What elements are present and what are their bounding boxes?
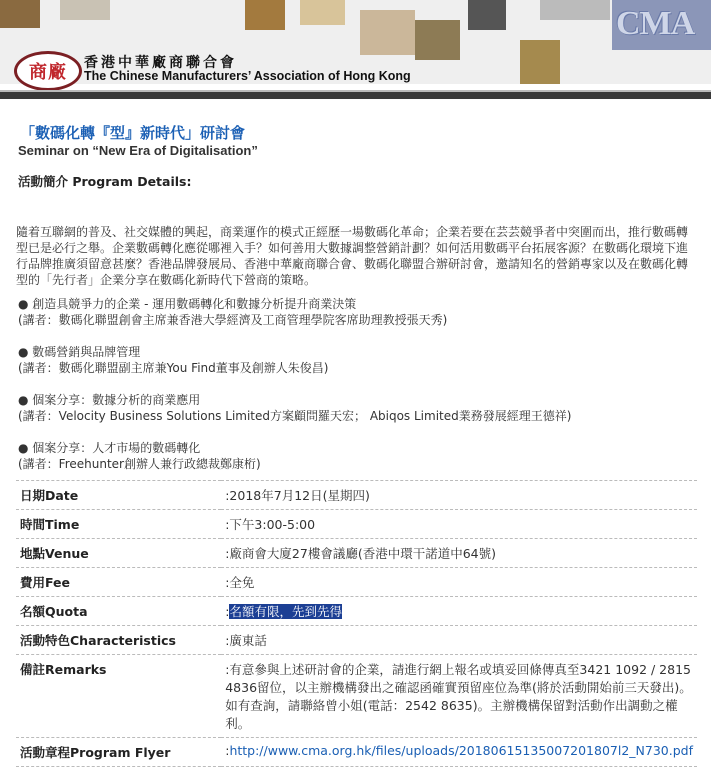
topic-title: ● 數碼營銷與品牌管理 [18, 345, 141, 359]
seminar-title-en: Seminar on “New Era of Digitalisation” [18, 143, 258, 158]
org-name-cn: 香港中華廠商聯合會 [84, 55, 237, 71]
selected-text[interactable]: 名額有限，先到先得 [229, 604, 342, 619]
table-row [16, 738, 697, 767]
program-details-heading: 活動簡介 Program Details: [18, 174, 192, 189]
detail-label: 地點Venue [16, 539, 221, 568]
table-row [16, 568, 697, 597]
detail-label: 費用Fee [16, 568, 221, 597]
list-item [18, 296, 697, 328]
program-intro: 隨着互聯網的普及、社交媒體的興起，商業運作的模式正經歷一場數碼化革命；企業若要在芸芸競爭者中突圍而出，推行數碼轉型已是必行之舉。企業數碼轉化應從哪裡入手？如何善用大數據調整營銷計劃？如何活用數碼平台拓展客源？在數碼化環境下進行品牌推廣須留意甚麼？香港品牌發展局、香港中華廠商聯合會、數碼化聯盟合辦研討會，邀請知名的營銷專家以及在數碼化轉型的「先行者」企業分享在數碼化新時代下營商的策略。 [16, 225, 689, 287]
table-row [16, 597, 697, 626]
detail-value: :有意參與上述研討會的企業，請進行網上報名或填妥回條傳真至3421 1092 / 2815 4836留位，以主辦機構發出之確認函確實預留座位為準(將於活動開始前三天發出)。如有查詢，請聯絡曾小姐(電話：2542 8635)。主辦機構保留對活動作出調動之權利。 [221, 655, 697, 738]
detail-label: 日期Date [16, 481, 221, 510]
table-row [16, 655, 697, 738]
list-item [18, 392, 697, 424]
detail-colon: : [225, 743, 230, 758]
table-row [16, 481, 697, 510]
list-item [18, 344, 697, 376]
flyer-link[interactable]: http://www.cma.org.hk/files/uploads/20180615135007201807l2_N730.pdf [229, 743, 693, 758]
main-content [0, 122, 711, 767]
cma-wordmark: CMA [616, 5, 695, 42]
table-row [16, 539, 697, 568]
header-divider [0, 90, 711, 99]
detail-value [221, 738, 697, 767]
detail-label: 備註Remarks [16, 655, 221, 738]
site-header [0, 0, 711, 90]
seminar-title-cn: 「數碼化轉『型』新時代」研討會 [20, 124, 246, 142]
topic-title: ● 個案分享：數據分析的商業應用 [18, 393, 201, 407]
list-item [18, 440, 697, 472]
detail-value: :全免 [221, 568, 697, 597]
topic-speaker: (講者：Velocity Business Solutions Limited方案顧問羅天宏； Abiqos Limited業務發展經理王德祥) [18, 409, 572, 423]
event-details-table [16, 480, 697, 767]
topic-speaker: (講者：數碼化聯盟創會主席兼香港大學經濟及工商管理學院客席助理教授張天秀) [18, 313, 448, 327]
topic-title: ● 創造具競爭力的企業 - 運用數碼轉化和數據分析提升商業決策 [18, 297, 357, 311]
topic-speaker: (講者：數碼化聯盟副主席兼You Find董事及創辦人朱俊昌) [18, 361, 329, 375]
detail-value: :廣東話 [221, 626, 697, 655]
detail-value [221, 597, 697, 626]
detail-value: :下午3:00-5:00 [221, 510, 697, 539]
topic-speaker: (講者：Freehunter創辦人兼行政總裁鄭康桁) [18, 457, 261, 471]
topic-list [16, 296, 697, 472]
topic-title: ● 個案分享：人才市場的數碼轉化 [18, 441, 201, 455]
detail-colon: : [225, 604, 230, 619]
detail-label: 活動章程Program Flyer [16, 738, 221, 767]
detail-value: :廠商會大廈27樓會議廳(香港中環干諾道中64號) [221, 539, 697, 568]
table-row [16, 510, 697, 539]
detail-label: 活動特色Characteristics [16, 626, 221, 655]
cma-logo-icon[interactable]: 商廠 [14, 51, 82, 90]
detail-value: :2018年7月12日(星期四) [221, 481, 697, 510]
org-name-en: The Chinese Manufacturers’ Association of Hong Kong [84, 69, 411, 83]
detail-label: 名額Quota [16, 597, 221, 626]
detail-label: 時間Time [16, 510, 221, 539]
table-row [16, 626, 697, 655]
